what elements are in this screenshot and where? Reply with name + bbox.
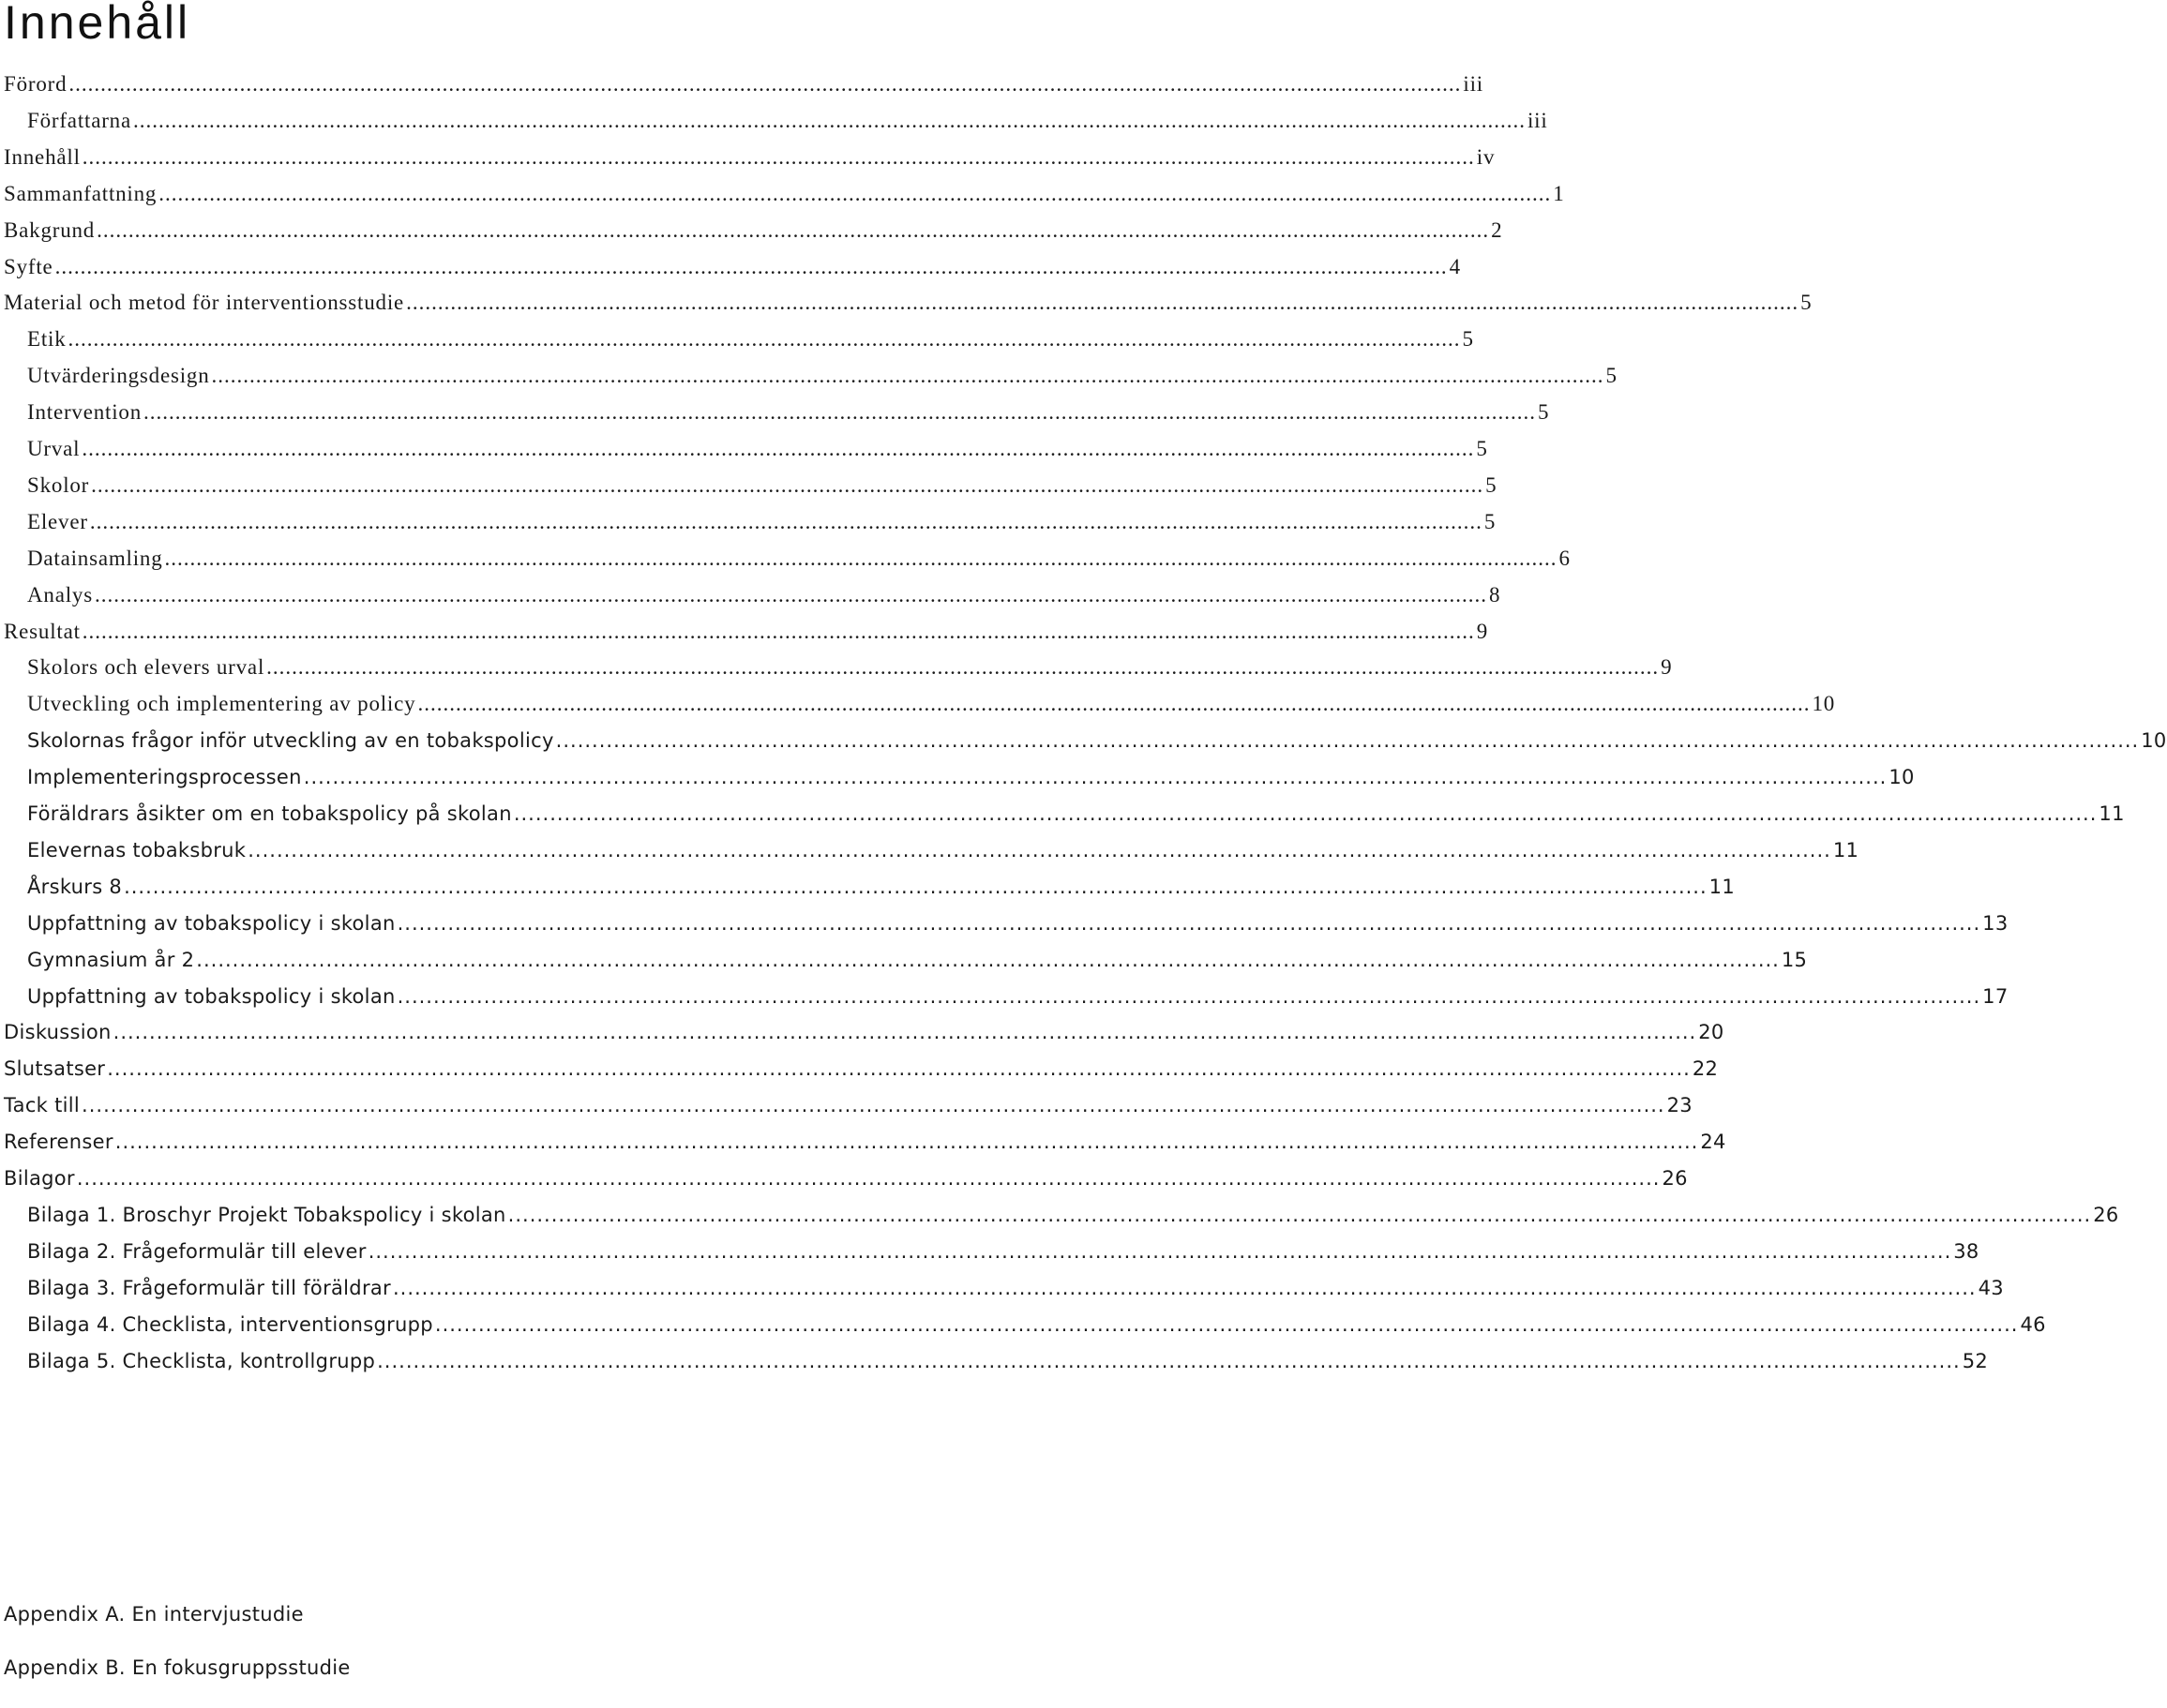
toc-entry-page-number: iv — [1476, 144, 1496, 169]
toc-entry[interactable] — [4, 1018, 1724, 1046]
toc-dot-leader: ............................................................................................................................................................................................................................ — [107, 1057, 1691, 1081]
toc-entry-label: Resultat — [4, 619, 81, 643]
appendix-entry[interactable]: Appendix A. En intervjustudie — [4, 1603, 304, 1626]
toc-dot-leader: ............................................................................................................................................................................................................................ — [368, 1239, 1952, 1263]
toc-dot-leader: ............................................................................................................................................................................................................................ — [555, 729, 2140, 753]
toc-entry[interactable] — [4, 253, 1461, 281]
toc-entry-label: Diskussion — [4, 1021, 112, 1044]
toc-entry-page-number: 5 — [1538, 400, 1550, 425]
toc-entry-label: Bilaga 3. Frågeformulär till föräldrar — [27, 1276, 391, 1299]
toc-entry-page-number: 43 — [1978, 1276, 2004, 1299]
toc-entry-label: Uppfattning av tobakspolicy i skolan — [27, 984, 396, 1008]
toc-entry-page-number: 5 — [1476, 437, 1488, 460]
toc-entry-label: Årskurs 8 — [27, 875, 123, 898]
toc-entry-label: Material och metod för interventionsstudie — [4, 291, 405, 315]
toc-entry[interactable] — [27, 362, 1618, 390]
toc-entry-label: Intervention — [27, 400, 143, 425]
toc-entry-label: Innehåll — [4, 144, 81, 169]
toc-entry-label: Skolornas frågor inför utveckling av en tobakspolicy — [27, 729, 554, 753]
toc-dot-leader: ............................................................................................................................................................................................................................ — [82, 437, 1475, 460]
toc-dot-leader: ............................................................................................................................................................................................................................ — [132, 108, 1526, 132]
toc-entry-label: Utveckling och implementering av policy — [27, 692, 416, 716]
toc-entry-page-number: 5 — [1483, 509, 1497, 533]
toc-entry[interactable] — [27, 398, 1550, 427]
toc-dot-leader: ............................................................................................................................................................................................................................ — [434, 1312, 2019, 1336]
toc-entry-page-number: iii — [1527, 108, 1548, 132]
toc-entry-label: Bakgrund — [4, 217, 96, 242]
toc-entry-page-number: 46 — [2020, 1312, 2046, 1336]
toc-entry-page-number: 22 — [1692, 1057, 1719, 1081]
toc-entry-page-number: 2 — [1491, 217, 1503, 242]
toc-entry[interactable] — [4, 618, 1489, 646]
toc-entry-label: Datainsamling — [27, 546, 163, 570]
toc-entry-label: Uppfattning av tobakspolicy i skolan — [27, 911, 396, 935]
toc-entry-label: Referenser — [4, 1131, 113, 1154]
toc-entry-label: Skolors och elevers urval — [27, 655, 265, 680]
toc-dot-leader: ............................................................................................................................................................................................................................ — [91, 472, 1484, 497]
toc-entry-label: Sammanfattning — [4, 181, 158, 205]
toc-dot-leader: ............................................................................................................................................................................................................................ — [158, 181, 1552, 205]
toc-entry[interactable] — [27, 581, 1501, 609]
toc-entry-label: Elever — [27, 509, 88, 533]
toc-entry-label: Syfte — [4, 254, 53, 278]
toc-dot-leader: ............................................................................................................................................................................................................................ — [82, 1094, 1665, 1117]
toc-entry[interactable] — [4, 289, 1813, 317]
toc-dot-leader: ............................................................................................................................................................................................................................ — [113, 1021, 1697, 1044]
toc-entry-label: Bilaga 2. Frågeformulär till elever — [27, 1239, 367, 1263]
toc-entry[interactable] — [4, 70, 1483, 98]
toc-dot-leader: ............................................................................................................................................................................................................................ — [68, 72, 1462, 96]
toc-entry[interactable] — [27, 435, 1488, 463]
toc-entry-page-number: 8 — [1488, 582, 1501, 607]
toc-entry[interactable] — [27, 800, 2125, 828]
toc-entry[interactable] — [27, 508, 1497, 536]
toc-entry-page-number: 38 — [1953, 1239, 1979, 1263]
toc-entry[interactable] — [27, 1274, 2004, 1302]
toc-dot-leader: ............................................................................................................................................................................................................................ — [82, 619, 1475, 643]
toc-entry-page-number: 10 — [1889, 766, 1915, 789]
toc-entry[interactable] — [4, 1128, 1726, 1156]
toc-entry-page-number: 5 — [1485, 472, 1497, 497]
toc-entry-label: Utvärderingsdesign — [27, 364, 210, 388]
toc-entry-page-number: 52 — [1962, 1349, 1989, 1372]
toc-entry-label: Tack till — [4, 1094, 81, 1117]
toc-entry[interactable] — [27, 727, 2167, 755]
toc-entry[interactable] — [27, 1201, 2119, 1229]
toc-entry-label: Bilaga 5. Checklista, kontrollgrupp — [27, 1349, 376, 1372]
toc-dot-leader: ............................................................................................................................................................................................................................ — [266, 655, 1660, 680]
toc-dot-leader: ............................................................................................................................................................................................................................ — [211, 364, 1604, 388]
toc-entry-page-number: 24 — [1700, 1131, 1726, 1154]
toc-entry-page-number: 11 — [1832, 838, 1859, 861]
toc-dot-leader: ............................................................................................................................................................................................................................ — [89, 509, 1482, 533]
toc-entry-page-number: 13 — [1982, 911, 2009, 935]
toc-entry-page-number: 4 — [1449, 254, 1461, 278]
toc-entry[interactable] — [27, 325, 1474, 353]
toc-dot-leader: ............................................................................................................................................................................................................................ — [417, 692, 1811, 716]
toc-entry-label: Elevernas tobaksbruk — [27, 838, 247, 861]
toc-entry-label: Etik — [27, 327, 67, 352]
toc-dot-leader: ............................................................................................................................................................................................................................ — [507, 1203, 2092, 1226]
toc-entry[interactable] — [4, 180, 1565, 208]
toc-entry-page-number: 26 — [1662, 1167, 1688, 1190]
toc-dot-leader: ............................................................................................................................................................................................................................ — [143, 400, 1537, 425]
toc-dot-leader: ............................................................................................................................................................................................................................ — [196, 948, 1780, 971]
toc-entry[interactable] — [27, 545, 1571, 573]
toc-dot-leader: ............................................................................................................................................................................................................................ — [164, 546, 1558, 570]
toc-entry-page-number: 17 — [1982, 984, 2009, 1008]
toc-entry[interactable] — [27, 982, 2009, 1011]
toc-entry-page-number: 15 — [1781, 948, 1808, 971]
toc-entry-page-number: 5 — [1605, 364, 1618, 388]
toc-dot-leader: ............................................................................................................................................................................................................................ — [97, 217, 1490, 242]
toc-entry[interactable] — [27, 763, 1915, 791]
toc-entry-page-number: 11 — [2099, 802, 2125, 825]
toc-dot-leader: ............................................................................................................................................................................................................................ — [397, 911, 1981, 935]
toc-dot-leader: ............................................................................................................................................................................................................................ — [392, 1276, 1977, 1299]
toc-entry[interactable] — [27, 107, 1548, 135]
toc-dot-leader: ............................................................................................................................................................................................................................ — [94, 582, 1487, 607]
toc-entry[interactable] — [4, 1164, 1688, 1192]
toc-entry-page-number: 11 — [1708, 875, 1735, 898]
toc-entry-label: Analys — [27, 582, 93, 607]
toc-dot-leader: ............................................................................................................................................................................................................................ — [377, 1349, 1961, 1372]
toc-entry-label: Bilagor — [4, 1167, 75, 1190]
toc-dot-leader: ............................................................................................................................................................................................................................ — [397, 984, 1981, 1008]
toc-dot-leader: ............................................................................................................................................................................................................................ — [54, 254, 1448, 278]
toc-entry[interactable] — [27, 472, 1497, 500]
toc-entry-label: Skolor — [27, 472, 90, 497]
toc-entry-page-number: iii — [1463, 72, 1483, 96]
toc-entry-page-number: 23 — [1666, 1094, 1693, 1117]
toc-entry-page-number: 1 — [1553, 181, 1565, 205]
toc-entry[interactable] — [4, 1091, 1693, 1119]
toc-entry[interactable] — [4, 217, 1503, 245]
toc-entry-label: Slutsatser — [4, 1057, 106, 1081]
toc-entry-label: Urval — [27, 437, 81, 460]
page-title: Innehåll — [4, 0, 191, 49]
toc-entry[interactable] — [27, 836, 1859, 864]
toc-entry[interactable] — [27, 1311, 2046, 1339]
toc-entry-page-number: 10 — [2141, 729, 2167, 753]
toc-dot-leader: ............................................................................................................................................................................................................................ — [303, 766, 1888, 789]
toc-dot-leader: ............................................................................................................................................................................................................................ — [124, 875, 1708, 898]
toc-dot-leader: ............................................................................................................................................................................................................................ — [82, 144, 1475, 169]
toc-dot-leader: ............................................................................................................................................................................................................................ — [76, 1167, 1661, 1190]
toc-dot-leader: ............................................................................................................................................................................................................................ — [248, 838, 1831, 861]
toc-entry-label: Föräldrars åsikter om en tobakspolicy på skolan — [27, 802, 512, 825]
toc-entry[interactable] — [27, 909, 2009, 937]
toc-entry-page-number: 6 — [1558, 546, 1571, 570]
toc-dot-leader: ............................................................................................................................................................................................................................ — [513, 802, 2098, 825]
toc-entry[interactable] — [27, 946, 1808, 974]
toc-dot-leader: ............................................................................................................................................................................................................................ — [68, 327, 1461, 352]
toc-entry[interactable] — [27, 873, 1735, 901]
toc-entry[interactable] — [27, 1347, 1989, 1375]
toc-entry-page-number: 20 — [1698, 1021, 1724, 1044]
toc-entry[interactable] — [27, 653, 1673, 682]
appendix-entry[interactable]: Appendix B. En fokusgruppsstudie — [4, 1656, 351, 1679]
toc-entry[interactable] — [4, 143, 1496, 172]
toc-entry-label: Gymnasium år 2 — [27, 948, 195, 971]
toc-entry-page-number: 5 — [1800, 291, 1813, 315]
toc-entry-page-number: 5 — [1462, 327, 1474, 352]
toc-entry-label: Bilaga 1. Broschyr Projekt Tobakspolicy i skolan — [27, 1203, 506, 1226]
toc-entry-label: Bilaga 4. Checklista, interventionsgrupp — [27, 1312, 433, 1336]
toc-entry-label: Förord — [4, 72, 68, 96]
toc-entry-label: Författarna — [27, 108, 131, 132]
toc-entry-page-number: 9 — [1476, 619, 1489, 643]
toc-dot-leader: ............................................................................................................................................................................................................................ — [114, 1131, 1699, 1154]
toc-entry-page-number: 9 — [1661, 655, 1673, 680]
toc-dot-leader: ............................................................................................................................................................................................................................ — [406, 291, 1799, 315]
toc-entry[interactable] — [27, 690, 1836, 718]
toc-entry[interactable] — [27, 1237, 1979, 1266]
toc-entry-label: Implementeringsprocessen — [27, 766, 302, 789]
toc-entry-page-number: 26 — [2093, 1203, 2119, 1226]
toc-entry[interactable] — [4, 1055, 1719, 1083]
toc-entry-page-number: 10 — [1812, 692, 1836, 716]
